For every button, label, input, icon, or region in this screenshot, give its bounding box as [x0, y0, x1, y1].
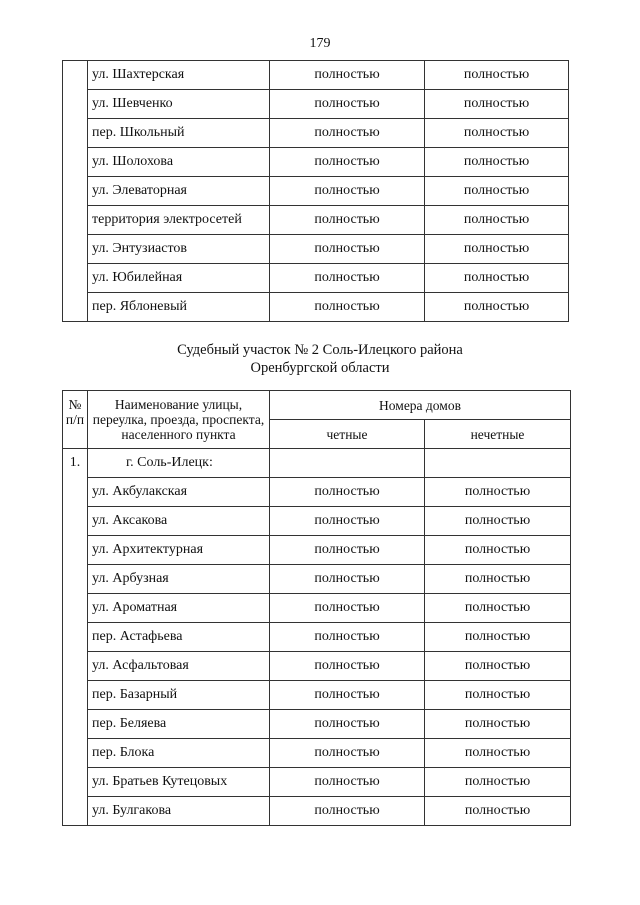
street-name: ул. Юбилейная [88, 264, 270, 293]
even-houses: полностью [270, 768, 425, 797]
table-row [63, 623, 571, 652]
table-row [63, 206, 569, 235]
street-name: ул. Шолохова [88, 148, 270, 177]
even-houses: полностью [270, 797, 425, 826]
even-houses: полностью [270, 536, 425, 565]
even-houses: полностью [270, 293, 425, 322]
street-name: пер. Блока [88, 739, 270, 768]
even-houses: полностью [270, 90, 425, 119]
odd-houses: полностью [425, 90, 569, 119]
odd-houses: полностью [425, 768, 571, 797]
even-houses: полностью [270, 507, 425, 536]
page-number: 179 [309, 36, 331, 51]
odd-houses: полностью [425, 710, 571, 739]
odd-houses: полностью [425, 739, 571, 768]
odd-houses: полностью [425, 507, 571, 536]
table-row [63, 739, 571, 768]
street-name: ул. Шахтерская [88, 61, 270, 90]
city-name: г. Соль-Илецк: [88, 449, 270, 478]
table-row [63, 507, 571, 536]
header-odd: нечетные [425, 420, 571, 449]
row-number-empty [63, 61, 88, 322]
table-row [63, 235, 569, 264]
street-name: ул. Булгакова [88, 797, 270, 826]
even-houses: полностью [270, 565, 425, 594]
odd-houses: полностью [425, 293, 569, 322]
odd-houses: полностью [425, 206, 569, 235]
odd-houses: полностью [425, 681, 571, 710]
odd-houses: полностью [425, 565, 571, 594]
header-number-line1: № [68, 397, 82, 412]
section-title-line1: Судебный участок № 2 Соль-Илецкого района [177, 342, 463, 358]
street-name: пер. Школьный [88, 119, 270, 148]
table-row [63, 90, 569, 119]
table-row [63, 536, 571, 565]
odd-houses: полностью [425, 177, 569, 206]
odd-houses: полностью [425, 536, 571, 565]
table-row [63, 565, 571, 594]
street-name: пер. Беляева [88, 710, 270, 739]
section-title-line2: Оренбургской области [250, 360, 390, 376]
even-houses: полностью [270, 710, 425, 739]
even-houses: полностью [270, 206, 425, 235]
header-houses: Номера домов [270, 391, 571, 420]
table-row [63, 681, 571, 710]
even-houses: полностью [270, 594, 425, 623]
street-table-main [62, 390, 571, 826]
even-houses: полностью [270, 148, 425, 177]
odd-houses: полностью [425, 652, 571, 681]
odd-houses: полностью [425, 148, 569, 177]
street-name: ул. Архитектурная [88, 536, 270, 565]
street-name: ул. Элеваторная [88, 177, 270, 206]
street-name: ул. Братьев Кутецовых [88, 768, 270, 797]
header-even: четные [270, 420, 425, 449]
street-name: ул. Асфальтовая [88, 652, 270, 681]
odd-houses: полностью [425, 623, 571, 652]
table-row [63, 61, 569, 90]
odd-houses: полностью [425, 235, 569, 264]
even-houses: полностью [270, 478, 425, 507]
table-row [63, 710, 571, 739]
header-number-line2: п/п [65, 412, 85, 427]
odd-houses: полностью [425, 119, 569, 148]
street-name: территория электросетей [88, 206, 270, 235]
table-header-row [63, 391, 571, 420]
table-row [63, 264, 569, 293]
even-houses: полностью [270, 177, 425, 206]
even-houses: полностью [270, 681, 425, 710]
even-houses: полностью [270, 119, 425, 148]
even-houses: полностью [270, 61, 425, 90]
table-row [63, 797, 571, 826]
even-houses: полностью [270, 264, 425, 293]
even-houses: полностью [270, 739, 425, 768]
table-row [63, 293, 569, 322]
table-row [63, 119, 569, 148]
street-name: ул. Энтузиастов [88, 235, 270, 264]
street-name: ул. Арбузная [88, 565, 270, 594]
table-row [63, 177, 569, 206]
street-name: ул. Ароматная [88, 594, 270, 623]
table-row [63, 594, 571, 623]
odd-houses: полностью [425, 797, 571, 826]
header-name: Наименование улицы, переулка, проезда, проспекта, населенного пункта [88, 391, 270, 449]
table-row [63, 652, 571, 681]
city-even [270, 449, 425, 478]
table-row [63, 478, 571, 507]
street-name: пер. Яблоневый [88, 293, 270, 322]
even-houses: полностью [270, 235, 425, 264]
street-name: ул. Аксакова [88, 507, 270, 536]
odd-houses: полностью [425, 594, 571, 623]
table-row [63, 768, 571, 797]
odd-houses: полностью [425, 478, 571, 507]
street-table-continued [62, 60, 569, 322]
city-row [63, 449, 571, 478]
street-name: пер. Базарный [88, 681, 270, 710]
header-number [63, 391, 88, 449]
section-title [0, 341, 640, 377]
row-number: 1. [63, 449, 88, 826]
table-row [63, 148, 569, 177]
street-name: ул. Шевченко [88, 90, 270, 119]
even-houses: полностью [270, 652, 425, 681]
city-odd [425, 449, 571, 478]
street-name: пер. Астафьева [88, 623, 270, 652]
odd-houses: полностью [425, 264, 569, 293]
even-houses: полностью [270, 623, 425, 652]
odd-houses: полностью [425, 61, 569, 90]
street-name: ул. Акбулакская [88, 478, 270, 507]
